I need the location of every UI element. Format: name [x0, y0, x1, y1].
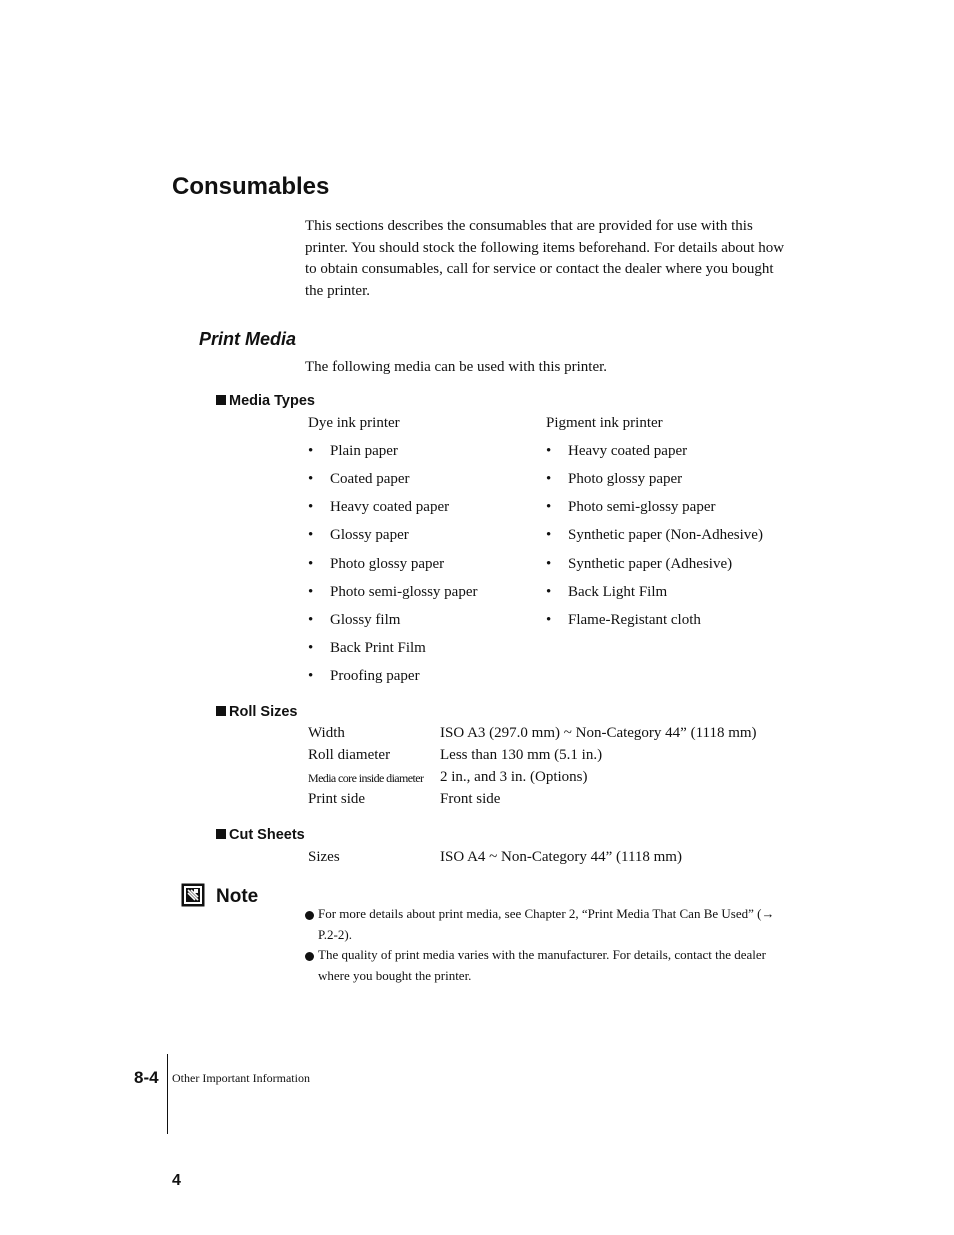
page-title: Consumables — [172, 173, 330, 200]
spec-label: Width — [308, 725, 345, 741]
page-label: 8-4 — [134, 1068, 159, 1087]
roll-sizes-heading: Roll Sizes — [216, 703, 298, 721]
spec-label: Print side — [308, 791, 366, 807]
print-media-heading: Print Media — [199, 329, 297, 349]
bullet-icon: • — [308, 583, 314, 600]
bullet-icon: • — [308, 443, 314, 459]
media-types-heading: Media Types — [216, 392, 315, 410]
bullet-icon: • — [546, 499, 552, 516]
cut-sheets-heading: Cut Sheets — [216, 826, 305, 844]
square-bullet-icon — [216, 706, 226, 716]
spec-value: Less than 130 mm (5.1 in.) — [440, 747, 603, 763]
spec-value: ISO A3 (297.0 mm) ~ Non-Category 44” (1118 mm) — [440, 725, 757, 741]
spec-label: Sizes — [308, 849, 340, 865]
bullet-icon: • — [308, 499, 314, 516]
square-bullet-icon — [216, 829, 226, 839]
bullet-icon: • — [546, 471, 552, 488]
bullet-icon: • — [308, 611, 314, 628]
bullet-icon: • — [546, 555, 552, 572]
bullet-icon: • — [546, 611, 552, 628]
bullet-icon: • — [546, 583, 552, 600]
note-item: The quality of print media varies with the manufacturer. For details, contact the dealer where you bought the printer. — [305, 945, 775, 986]
bullet-dot-icon — [305, 952, 314, 961]
square-bullet-icon — [216, 395, 226, 405]
spec-label: Roll diameter — [308, 747, 391, 763]
bullet-icon: • — [308, 527, 314, 544]
note-icon — [181, 883, 205, 907]
bullet-icon: • — [546, 443, 552, 459]
note-item: For more details about print media, see Chapter 2, “Print Media That Can Be Used” (→ P.2-2). — [305, 904, 775, 945]
footer-divider — [167, 1054, 168, 1134]
intro-paragraph: This sections describes the consumables that are provided for use with this printer. You should stock the following items beforehand. For details about how to obtain consumables, call for service or contact the dealer where you bought the printer. — [305, 218, 785, 300]
bullet-icon: • — [308, 555, 314, 572]
print-media-lead: The following media can be used with this printer. — [305, 359, 608, 375]
dye-ink-heading: Dye ink printer — [308, 415, 400, 431]
pigment-ink-heading: Pigment ink printer — [546, 415, 663, 431]
bullet-icon: • — [308, 471, 314, 488]
note-heading: Note — [216, 886, 259, 907]
spec-value: Front side — [440, 791, 501, 807]
spec-value: ISO A4 ~ Non-Category 44” (1118 mm) — [440, 849, 682, 865]
page-number: 4 — [172, 1172, 181, 1189]
bullet-dot-icon — [305, 911, 314, 920]
bullet-icon: • — [546, 527, 552, 544]
spec-value: 2 in., and 3 in. (Options) — [440, 769, 588, 785]
chapter-title: Other Important Information — [172, 1071, 310, 1085]
bullet-icon: • — [308, 639, 314, 656]
bullet-icon: • — [308, 668, 314, 685]
spec-label: Media core inside diameter — [308, 771, 424, 785]
